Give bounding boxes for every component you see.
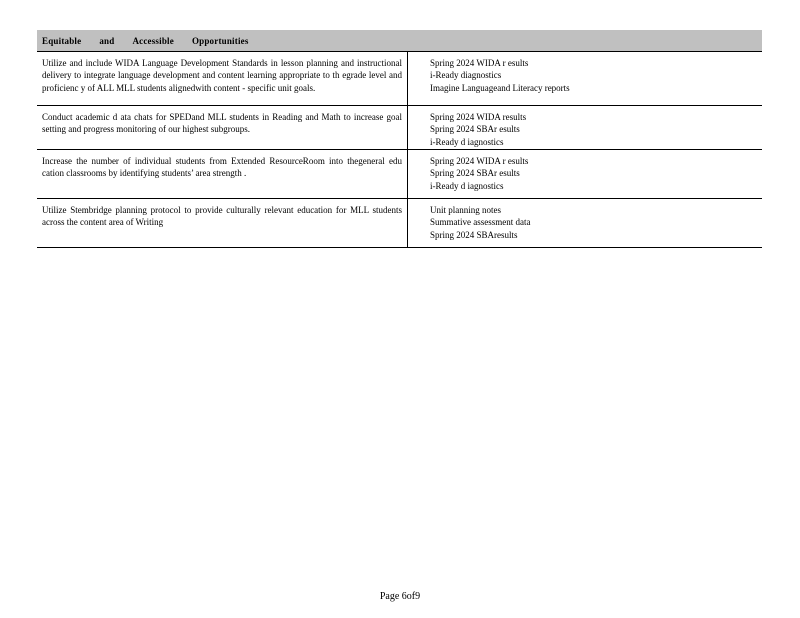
bullet-icon [412, 136, 430, 148]
page-number: Page 6of9 [379, 591, 421, 602]
document-page [37, 30, 762, 248]
evidence-text: Spring 2024 WIDA r esults [430, 58, 529, 68]
bullet-icon [412, 204, 430, 216]
bullet-icon [412, 82, 430, 94]
strategy-cell [37, 52, 408, 106]
evidence-text: Imagine Languageand Literacy reports [430, 82, 570, 93]
strategy-text: Utilize Stembridge planning protocol to provide culturally relevant education for MLL students across the content area of Writing [42, 205, 402, 228]
bullet-icon [412, 167, 430, 179]
evidence-cell [408, 199, 763, 248]
list-item [412, 123, 757, 135]
header-word: Accessible [132, 35, 174, 46]
evidence-text: Spring 2024 SBAresults [430, 229, 518, 240]
table-row [37, 150, 762, 199]
list-item [412, 229, 757, 241]
strategy-text: Utilize and include WIDA Language Development Standards in lesson planning and instructional delivery to integrate language development and content learning appropriate to th egrade level and proficienc y of ALL MLL students alignedwith content - specific unit goals. [42, 58, 402, 93]
evidence-cell [408, 106, 763, 150]
section-header [37, 30, 762, 52]
table-row [37, 199, 762, 248]
bullet-icon [412, 123, 430, 135]
bullet-icon [412, 229, 430, 241]
evidence-text: i-Ready d iagnostics [430, 136, 504, 147]
table-row [37, 106, 762, 150]
bullet-icon [412, 57, 430, 69]
header-word: Opportunities [191, 35, 249, 46]
evidence-list [412, 111, 757, 148]
list-item [412, 167, 757, 179]
bullet-icon [412, 180, 430, 192]
list-item [412, 204, 757, 216]
evidence-text: i-Ready diagnostics [430, 70, 502, 81]
evidence-cell [408, 52, 763, 106]
header-word: and [99, 35, 115, 46]
evidence-cell [408, 150, 763, 199]
list-item [412, 69, 757, 81]
strategy-text: Increase the number of individual students from Extended ResourceRoom into thegeneral edu cation classrooms by identifying students’ area strength . [42, 156, 402, 179]
evidence-text: Unit planning notes [430, 205, 501, 215]
list-item [412, 82, 757, 94]
header-word: Equitable [42, 35, 82, 46]
strategy-table [37, 52, 762, 248]
bullet-icon [412, 155, 430, 167]
strategy-text: Conduct academic d ata chats for SPEDand MLL students in Reading and Math to increase goal setting and progress monitoring of our highest subgroups. [42, 112, 402, 135]
evidence-text: i-Ready d iagnostics [430, 180, 504, 191]
list-item [412, 216, 757, 228]
evidence-text: Summative assessment data [430, 217, 531, 228]
evidence-list [412, 204, 757, 241]
strategy-cell [37, 199, 408, 248]
bullet-icon [412, 69, 430, 81]
list-item [412, 57, 757, 69]
evidence-text: Spring 2024 SBAr esults [430, 124, 520, 135]
evidence-text: Spring 2024 WIDA r esults [430, 156, 529, 166]
table-row [37, 52, 762, 106]
bullet-icon [412, 111, 430, 123]
strategy-cell [37, 150, 408, 199]
evidence-list [412, 155, 757, 192]
list-item [412, 136, 757, 148]
strategy-cell [37, 106, 408, 150]
evidence-text: Spring 2024 SBAr esults [430, 168, 520, 179]
evidence-text: Spring 2024 WIDA results [430, 112, 527, 122]
list-item [412, 180, 757, 192]
list-item [412, 111, 757, 123]
list-item [412, 155, 757, 167]
evidence-list [412, 57, 757, 94]
bullet-icon [412, 216, 430, 228]
